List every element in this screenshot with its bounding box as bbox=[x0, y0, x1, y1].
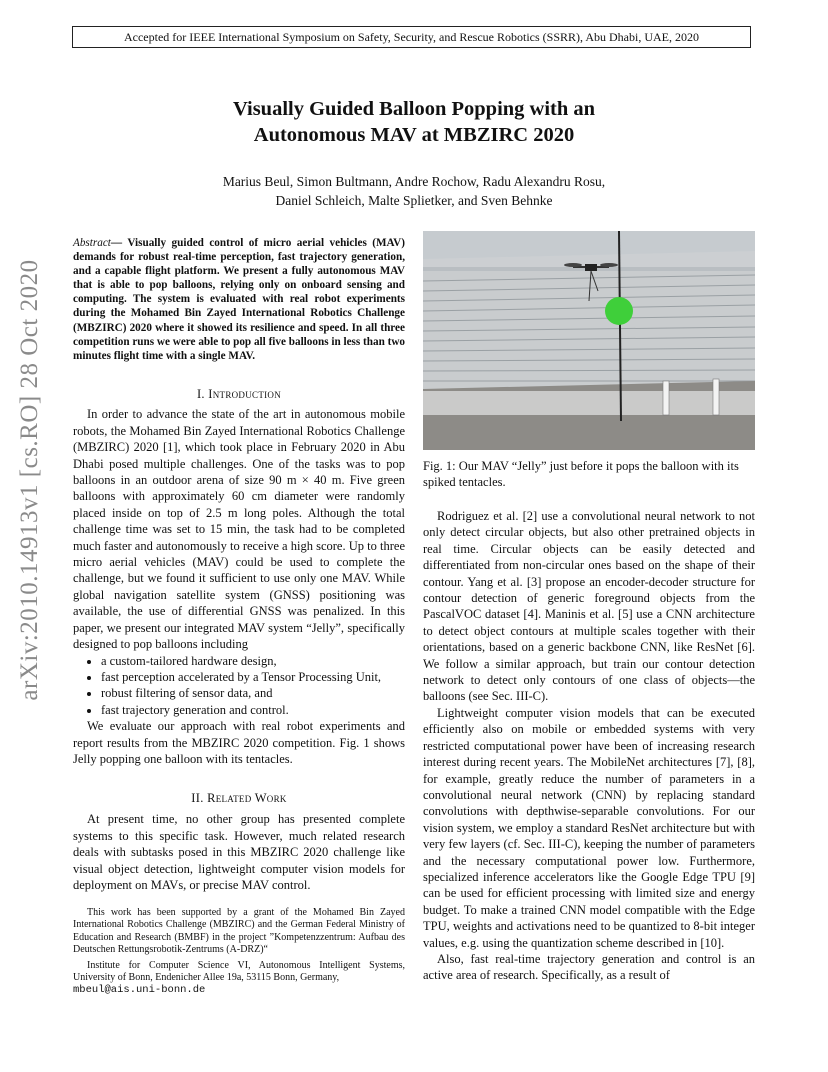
funding-note: This work has been supported by a grant of the Mohamed Bin Zayed International Robotics Challenge (MBZIRC) and the German Federal Ministry of Education and Research (BMBF) in the project ”Kompetenzzentrum: Aufbau des Deutschen Rettungsrobotik-Zentrums (A-DRZ)“ bbox=[73, 907, 405, 956]
paper-title bbox=[0, 96, 828, 148]
abstract bbox=[73, 236, 405, 363]
author-list bbox=[0, 172, 828, 210]
related-work-paragraph-1: At present time, no other group has presented complete systems to this specific task. However, much related research deals with subtasks posed in this MBZIRC 2020 challenge like visual object detection, lightweight computer vision models for deployment on MAVs, or precise MAV control. bbox=[73, 812, 405, 893]
barrier-wall bbox=[423, 391, 755, 415]
arxiv-identifier: arXiv:2010.14913v1 [cs.RO] 28 Oct 2020 bbox=[16, 259, 43, 701]
section-heading-introduction: I. Introduction bbox=[196, 387, 282, 401]
right-column-text bbox=[423, 508, 755, 984]
list-item: • fast trajectory generation and control. bbox=[101, 702, 405, 718]
figure-balloon-photo bbox=[423, 231, 755, 450]
affiliation-note: Institute for Computer Science VI, Autonomous Intelligent Systems, University of Bonn, Endenicher Allee 19a, 53115 Bonn, Germany, bbox=[73, 959, 405, 984]
related-work-paragraph-4: Also, fast real-time trajectory generation and control is an active area of research. Specifically, as a result of bbox=[423, 951, 755, 983]
related-work-section bbox=[73, 790, 405, 893]
conference-banner bbox=[72, 26, 751, 48]
section-heading-related-work: II. Related Work bbox=[191, 791, 287, 805]
authors-line-1: Marius Beul, Simon Bultmann, Andre Rochow, Radu Alexandru Rosu, bbox=[222, 174, 606, 189]
title-line-2: Autonomous MAV at MBZIRC 2020 bbox=[253, 124, 575, 146]
contribution-list bbox=[73, 653, 405, 719]
list-item: • a custom-tailored hardware design, bbox=[101, 653, 405, 669]
abstract-label: Abstract bbox=[73, 237, 111, 249]
abstract-body: — Visually guided control of micro aerial vehicles (MAV) demands for robust real-time perception, fast trajectory generation, and a capable flight platform. We present a fully autonomous MAV that is able to pop balloons, relying only on onboard sensing and computing. The system is evaluated with real robot experiments during the Mohamed Bin Zayed International Robotics Challenge (MBZIRC) 2020 where it showed its resilience and speed. In all three competition runs we were able to pop all five balloons in less than two minutes flight time with a single MAV. bbox=[73, 237, 406, 362]
stadium-roof bbox=[423, 231, 755, 267]
introduction-section bbox=[73, 386, 405, 767]
related-work-paragraph-3: Lightweight computer vision models that can be executed efficiently also on mobile or embedded systems with very restricted computational power have been of increasing research interest during recent years. The MobileNet architectures [7], [8], for example, greatly reduce the number of parameters in a convolutional neural network (CNN) by replacing standard convolutions with depthwise-separable convolutions. For our vision system, we employ a standard ResNet architecture but with very few layers (cf. Sec. III-C), keeping the number of parameters and the necessary computational power low. Furthermore, specialized inference accelerators like the Google Edge TPU [9] can be used for efficient processing with limited size and energy budget. To make a trained CNN model compatible with the Edge TPU, weights and activations need to be quantized to 8-bit integer values, e.g. using the quantization scheme described in [10]. bbox=[423, 705, 755, 950]
footnote bbox=[73, 907, 405, 997]
intro-paragraph-2: We evaluate our approach with real robot experiments and report results from the MBZIRC 2020 competition. Fig. 1 shows Jelly popping one balloon with its tentacles. bbox=[73, 719, 405, 766]
intro-paragraph-1: In order to advance the state of the art in autonomous mobile robots, the Mohamed Bin Zayed International Robotics Challenge (MBZIRC) 2020 [1], which took place in February 2020 in Abu Dhabi posed multiple challenges. One of the tasks was to pop balloons in an outdoor arena of size 90 m × 40 m. Five green balloons with approximately 60 cm diameter were randomly placed inside on top of 2.5 m long poles. Although the total challenge time was set to 15 min, the task had to be completed much faster and autonomously to receive a high score. Up to three micro aerial vehicles (MAV) could be used to complete the challenge, but we found it sufficient to use only one MAV. While global navigation satellite system (GNSS) positioning was available, the use of differential GNSS was penalized. In this paper, we present our integrated MAV system “Jelly”, specifically designed to pop balloons including bbox=[73, 407, 405, 652]
authors-line-2: Daniel Schleich, Malte Splietker, and Sven Behnke bbox=[275, 193, 553, 208]
title-line-1: Visually Guided Balloon Popping with an bbox=[232, 98, 596, 120]
list-item: • fast perception accelerated by a Tensor Processing Unit, bbox=[101, 669, 405, 685]
list-item: • robust filtering of sensor data, and bbox=[101, 685, 405, 701]
author-email[interactable]: mbeul@ais.uni-bonn.de bbox=[73, 984, 206, 997]
related-work-paragraph-2: Rodriguez et al. [2] use a convolutional neural network to not only detect circular objects, but also other pretrained objects in real time. Circular objects can be easily detected and differentiated from non-circular ones based on the shape of their contour. Yang et al. [3] propose an encoder-decoder structure for contour detection of generic foreground objects from the PascalVOC dataset [4]. Maninis et al. [5] use a CNN architecture to detect object contours at multiple scales together with their orientations, based on a generic backbone CNN, like ResNet [6]. We follow a similar approach, but train our contour detection network to detect only contours of one class of objects—the balloons (see Sec. III-C). bbox=[423, 509, 755, 704]
banner-text: Accepted for IEEE International Symposium on Safety, Security, and Rescue Robotics (SSRR), Abu Dhabi, UAE, 2020 bbox=[123, 29, 699, 44]
green-balloon bbox=[605, 297, 633, 325]
figure-caption: Fig. 1: Our MAV “Jelly” just before it pops the balloon with its spiked tentacles. bbox=[423, 459, 739, 490]
arxiv-sidebar bbox=[12, 259, 48, 701]
stadium-seats bbox=[423, 271, 755, 391]
